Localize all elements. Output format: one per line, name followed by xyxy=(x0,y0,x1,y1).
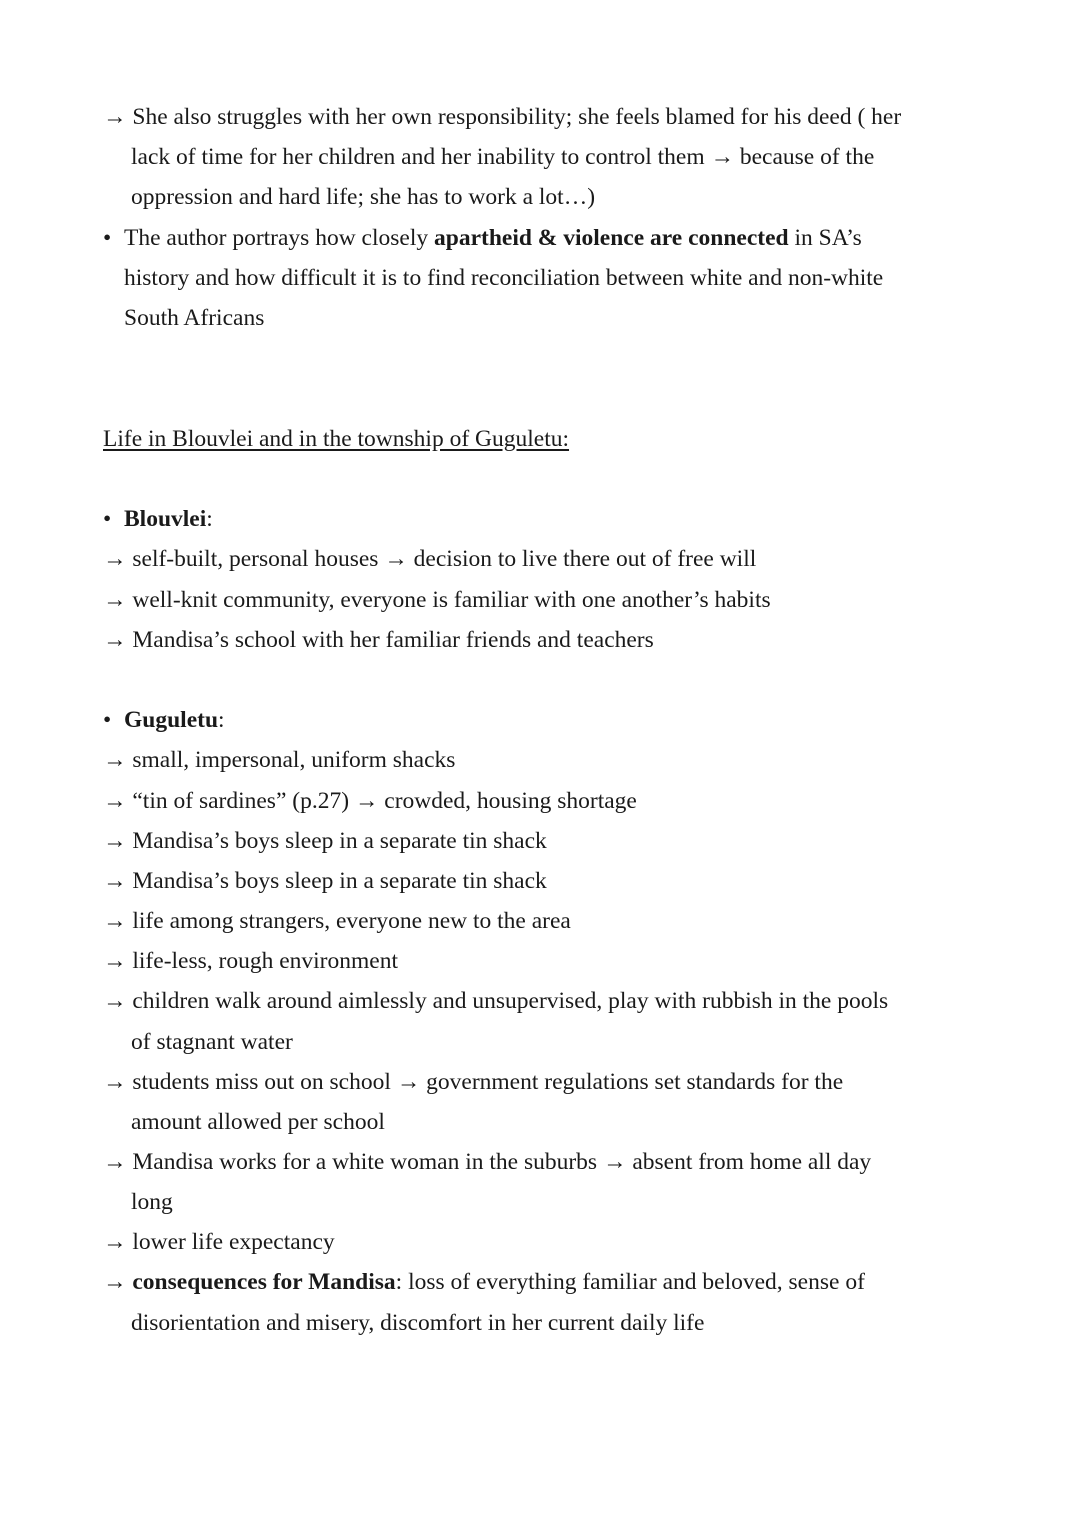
list-item xyxy=(103,1142,871,1182)
list-item xyxy=(103,901,571,941)
intro-line-1 xyxy=(103,97,901,137)
arrow-icon: → xyxy=(103,908,127,934)
author-text-bold: apartheid & violence are connected xyxy=(434,225,789,251)
list-item-text: small, impersonal, uniform shacks xyxy=(132,747,456,773)
list-item xyxy=(103,861,547,901)
section-heading: Life in Blouvlei and in the township of Guguletu: xyxy=(103,426,570,452)
list-item xyxy=(103,620,654,660)
list-item-text: children walk around aimlessly and unsupervised, play with rubbish in the pools xyxy=(132,988,889,1014)
author-bullet-line xyxy=(103,218,862,258)
list-item-text: Mandisa’s boys sleep in a separate tin shack xyxy=(132,828,547,854)
arrow-icon: → xyxy=(103,828,127,854)
list-item xyxy=(103,1222,335,1262)
bullet-icon: • xyxy=(103,707,112,733)
list-item-continuation: disorientation and misery, discomfort in her current daily life xyxy=(131,1310,705,1336)
list-item-text: Mandisa’s boys sleep in a separate tin shack xyxy=(132,868,547,894)
author-line-2: history and how difficult it is to find reconciliation between white and non-white xyxy=(124,265,884,291)
list-item-text: Mandisa’s school with her familiar friends and teachers xyxy=(132,627,654,653)
list-item xyxy=(103,1262,865,1302)
list-item xyxy=(103,1062,843,1102)
bullet-icon: • xyxy=(103,225,112,251)
arrow-icon: → xyxy=(103,587,127,613)
blouvlei-bullet xyxy=(103,499,213,539)
arrow-icon: → xyxy=(103,627,127,653)
list-item xyxy=(103,580,771,620)
blouvlei-colon: : xyxy=(206,506,213,532)
list-item xyxy=(103,781,637,821)
arrow-icon: → xyxy=(103,1269,127,1295)
arrow-icon: → xyxy=(103,546,127,572)
list-item-text: life among strangers, everyone new to the area xyxy=(132,908,571,934)
arrow-icon: → xyxy=(103,104,127,130)
arrow-icon: → xyxy=(103,1149,127,1175)
list-item xyxy=(103,981,888,1021)
blouvlei-title: Blouvlei xyxy=(124,506,207,532)
author-text-pre: The author portrays how closely xyxy=(124,225,434,251)
list-item xyxy=(103,539,756,579)
list-item-continuation: amount allowed per school xyxy=(131,1109,385,1135)
list-item-text: lower life expectancy xyxy=(132,1229,335,1255)
arrow-icon: → xyxy=(103,747,127,773)
arrow-icon: → xyxy=(103,988,127,1014)
list-item-continuation: of stagnant water xyxy=(131,1029,293,1055)
guguletu-colon: : xyxy=(218,707,225,733)
consequences-text: : loss of everything familiar and beloved, sense of xyxy=(395,1269,865,1295)
author-text-post: in SA’s xyxy=(788,225,862,251)
list-item-text: “tin of sardines” (p.27) → crowded, housing shortage xyxy=(132,788,637,814)
list-item-text: well-knit community, everyone is familiar with one another’s habits xyxy=(132,587,771,613)
arrow-icon: → xyxy=(103,788,127,814)
guguletu-title: Guguletu xyxy=(124,707,219,733)
list-item-continuation: long xyxy=(131,1189,173,1215)
list-item xyxy=(103,821,547,861)
list-item-text: life-less, rough environment xyxy=(132,948,398,974)
list-item-text: students miss out on school → government regulations set standards for the xyxy=(132,1069,844,1095)
list-item xyxy=(103,740,455,780)
list-item xyxy=(103,941,398,981)
guguletu-bullet xyxy=(103,700,225,740)
arrow-icon: → xyxy=(103,1229,127,1255)
consequences-bold: consequences for Mandisa xyxy=(132,1269,396,1295)
arrow-icon: → xyxy=(103,868,127,894)
list-item-text: Mandisa works for a white woman in the suburbs → absent from home all day xyxy=(132,1149,872,1175)
intro-line-2: lack of time for her children and her inability to control them → because of the xyxy=(131,144,875,170)
list-item-text: self-built, personal houses → decision to live there out of free will xyxy=(132,546,757,572)
arrow-icon: → xyxy=(103,1069,127,1095)
bullet-icon: • xyxy=(103,506,112,532)
intro-text: She also struggles with her own responsibility; she feels blamed for his deed ( her xyxy=(132,104,902,130)
author-line-3: South Africans xyxy=(124,305,265,331)
arrow-icon: → xyxy=(103,948,127,974)
intro-line-3: oppression and hard life; she has to work a lot…) xyxy=(131,184,596,210)
